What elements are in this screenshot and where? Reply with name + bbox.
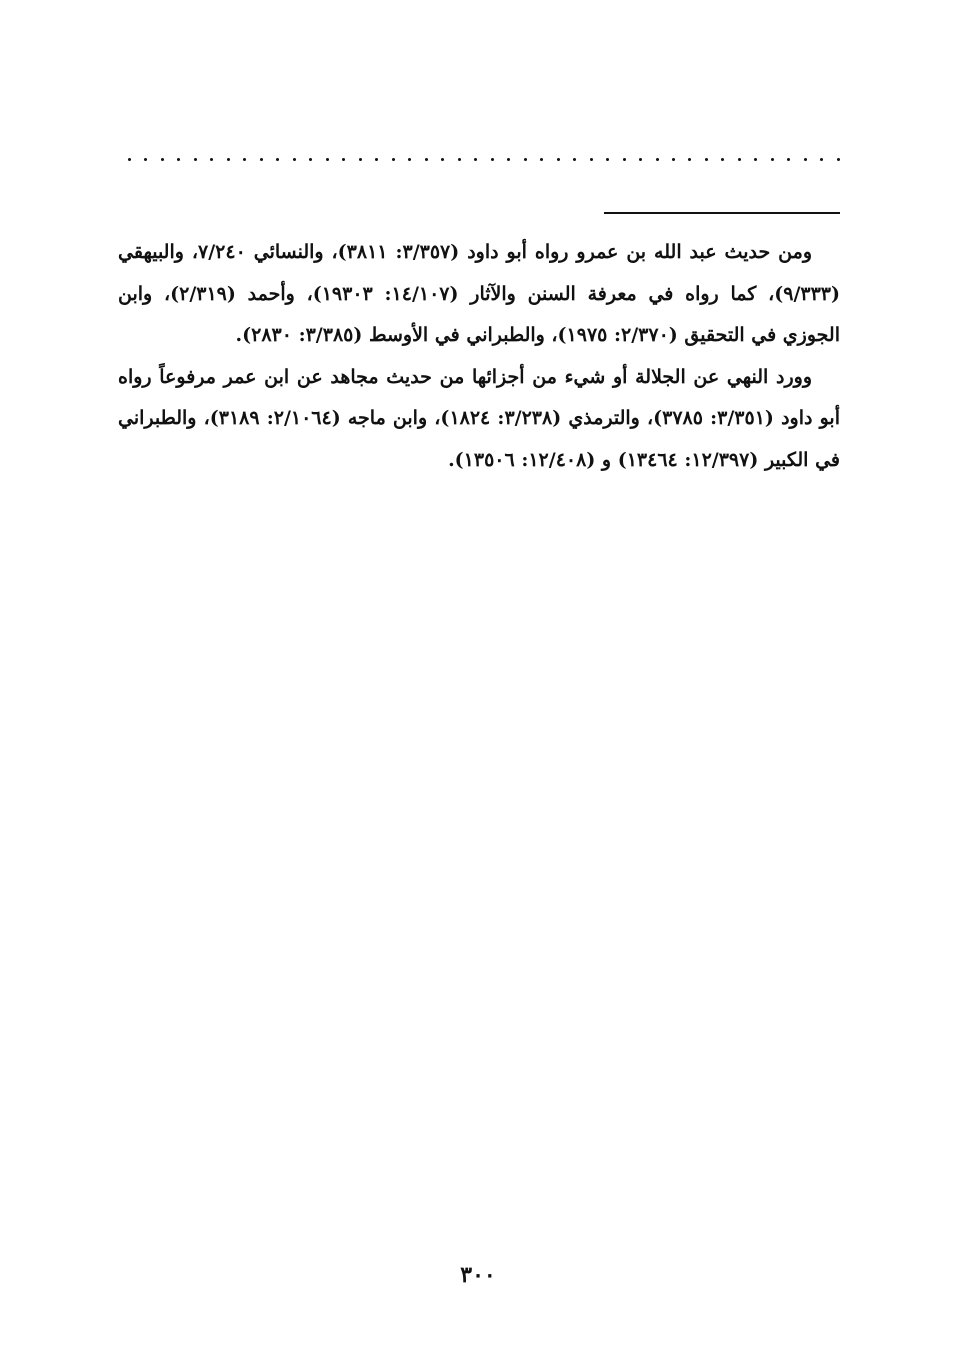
separator-dot bbox=[260, 158, 263, 161]
separator-dot bbox=[359, 158, 362, 161]
separator-dot bbox=[738, 158, 741, 161]
separator-dot bbox=[144, 158, 147, 161]
separator-dot bbox=[441, 158, 444, 161]
separator-dot bbox=[392, 158, 395, 161]
footnote-rule bbox=[604, 212, 840, 214]
separator-dot bbox=[656, 158, 659, 161]
separator-dot bbox=[276, 158, 279, 161]
separator-dot bbox=[161, 158, 164, 161]
footnote-paragraph-2: وورد النهي عن الجلالة أو شيء من أجزائها من حديث مجاهد عن ابن عمر مرفوعاً رواه أبو داود (٣/٣٥١: ٣٧٨٥)، والترمذي (٣/٢٣٨: ١٨٢٤)، وابن ماجه (٢/١٠٦٤: ٣١٨٩)، والطبراني في الكبير (١٢/٣٩٧: ١٣٤٦٤) و (١٢/٤٠٨: ١٣٥٠٦). bbox=[118, 365, 840, 471]
footnotes-section bbox=[118, 232, 840, 481]
separator-dot bbox=[705, 158, 708, 161]
separator-dot bbox=[425, 158, 428, 161]
separator-dot bbox=[474, 158, 477, 161]
separator-dot bbox=[177, 158, 180, 161]
separator-dot bbox=[787, 158, 790, 161]
separator-dot bbox=[590, 158, 593, 161]
separator-dot bbox=[820, 158, 823, 161]
separator-dot bbox=[573, 158, 576, 161]
separator-dot bbox=[557, 158, 560, 161]
dotted-separator bbox=[128, 152, 840, 166]
separator-dot bbox=[128, 158, 131, 161]
separator-dot bbox=[293, 158, 296, 161]
separator-dot bbox=[639, 158, 642, 161]
separator-dot bbox=[326, 158, 329, 161]
separator-dot bbox=[688, 158, 691, 161]
separator-dot bbox=[342, 158, 345, 161]
separator-dot bbox=[227, 158, 230, 161]
separator-dot bbox=[507, 158, 510, 161]
separator-dot bbox=[491, 158, 494, 161]
separator-dot bbox=[309, 158, 312, 161]
separator-dot bbox=[375, 158, 378, 161]
separator-dot bbox=[194, 158, 197, 161]
separator-dot bbox=[672, 158, 675, 161]
separator-dot bbox=[458, 158, 461, 161]
separator-dot bbox=[837, 158, 840, 161]
separator-dot bbox=[771, 158, 774, 161]
separator-dot bbox=[804, 158, 807, 161]
separator-dot bbox=[623, 158, 626, 161]
separator-dot bbox=[243, 158, 246, 161]
separator-dot bbox=[210, 158, 213, 161]
separator-dot bbox=[721, 158, 724, 161]
separator-dot bbox=[540, 158, 543, 161]
separator-dot bbox=[408, 158, 411, 161]
separator-dot bbox=[754, 158, 757, 161]
footnote-paragraph-1: ومن حديث عبد الله بن عمرو رواه أبو داود (٣/٣٥٧: ٣٨١١)، والنسائي ٧/٢٤٠، والبيهقي (٩/٣٣٣)، كما رواه في معرفة السنن والآثار (١٤/١٠٧: ١٩٣٠٣)، وأحمد (٢/٣١٩)، وابن الجوزي في التحقيق (٢/٣٧٠: ١٩٧٥)، والطبراني في الأوسط (٣/٣٨٥: ٢٨٣٠). bbox=[118, 241, 840, 346]
separator-dot bbox=[524, 158, 527, 161]
separator-dot bbox=[606, 158, 609, 161]
page-number: ٣٠٠ bbox=[460, 1262, 496, 1288]
